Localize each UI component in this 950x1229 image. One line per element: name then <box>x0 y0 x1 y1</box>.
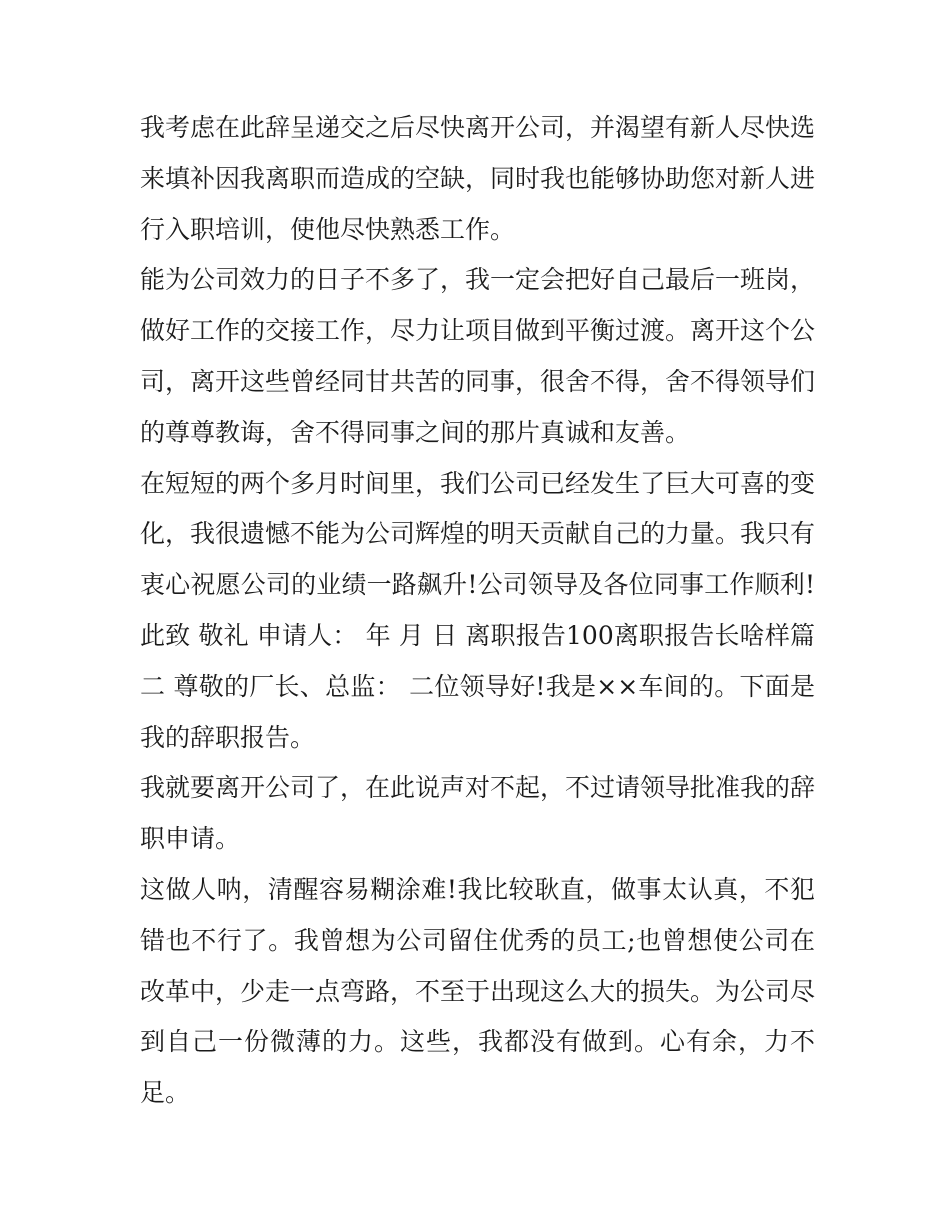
paragraph-3: 在短短的两个多月时间里，我们公司已经发生了巨大可喜的变化，我很遗憾不能为公司辉煌的明天贡献自己的力量。我只有衷心祝愿公司的业绩一路飙升!公司领导及各位同事工作顺利! 此致 敬礼 申请人： 年 月 日 离职报告100离职报告长啥样篇二 尊敬的厂长、总监： 二位领导好!我是××车间的。下面是我的辞职报告。 <box>140 468 816 752</box>
paragraph-1: 我考虑在此辞呈递交之后尽快离开公司，并渴望有新人尽快选来填补因我离职而造成的空缺，同时我也能够协助您对新人进行入职培训，使他尽快熟悉工作。 <box>140 113 816 244</box>
document-body <box>140 103 815 1119</box>
paragraph-2: 能为公司效力的日子不多了，我一定会把好自己最后一班岗，做好工作的交接工作，尽力让项目做到平衡过渡。离开这个公司，离开这些曾经同甘共苦的同事，很舍不得，舍不得领导们的尊尊教诲，舍不得同事之间的那片真诚和友善。 <box>140 265 816 447</box>
paragraph-5: 这做人呐，清醒容易糊涂难!我比较耿直，做事太认真，不犯错也不行了。我曾想为公司留住优秀的员工;也曾想使公司在改革中，少走一点弯路，不至于出现这么大的损失。为公司尽到自己一份微薄的力。这些，我都没有做到。心有余，力不足。 <box>140 874 816 1108</box>
paragraph-4: 我就要离开公司了，在此说声对不起，不过请领导批准我的辞职申请。 <box>140 773 816 854</box>
